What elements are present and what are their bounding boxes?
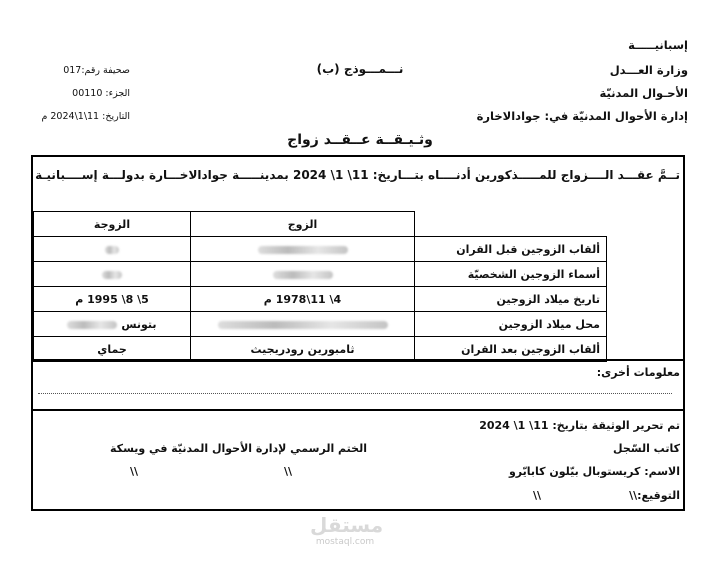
husband-surname-after: ثامبورين رودريجيث [191, 337, 415, 362]
wife-surname-before [34, 237, 191, 262]
seal-mark-left: \\ [130, 465, 139, 478]
table-row [34, 287, 607, 312]
spouses-table [33, 211, 607, 362]
civil-status-label: الأحـوال المدنيّة [599, 86, 688, 100]
wife-surname-after: جماي [34, 337, 191, 362]
husband-birth-date: 4\ 11\1978 م [191, 287, 415, 312]
divider [33, 409, 683, 411]
ministry-name: وزارة العـــدل [609, 63, 688, 77]
registrar-label: كاتب السّجل [613, 442, 680, 455]
wife-birth-date: 5\ 8\ 1995 م [34, 287, 191, 312]
part-number: الجزء: 00110 [72, 88, 130, 99]
table-row [34, 312, 607, 337]
wife-column-header: الزوجة [34, 212, 191, 237]
watermark-site: mostaql.com [315, 537, 375, 547]
table-row [34, 337, 607, 362]
document-title: وثـيـقــة عــقــد زواج [287, 132, 433, 148]
husband-birth-place [191, 312, 415, 337]
divider [33, 359, 683, 361]
administration-label: إدارة الأحوال المدنيّة في: جوادالاخارة [476, 109, 688, 123]
other-info-label: معلومات أخرى: [596, 366, 680, 379]
watermark-logo [310, 513, 384, 547]
header-date: التاريخ: 11\1\2024 م [41, 111, 130, 122]
page-number: صحيفة رقم:017 [63, 65, 130, 76]
wife-first-name [34, 262, 191, 287]
husband-surname-before [191, 237, 415, 262]
wife-birth-country: بتونس [121, 317, 157, 331]
row-label: تاريخ ميلاد الزوجين [415, 287, 607, 312]
row-label: أسماء الزوجين الشخصيّة [415, 262, 607, 287]
table-row [34, 262, 607, 287]
row-label: ألقاب الزوجين بعد القران [415, 337, 607, 362]
signature-label: التوقيع:\\ [629, 489, 680, 502]
husband-first-name [191, 262, 415, 287]
signature-mark: \\ [533, 489, 542, 502]
row-label: ألقاب الزوجين قبل القران [415, 237, 607, 262]
marriage-statement: تــمَّ عقـــد الــــزواج للمـــــذكورين أدنــــاه بتـــاريخ: 11\ 1\ 2024 بمدينـــــة جوادالاخـــارة بدولـــة إســــبانيـة [35, 168, 680, 182]
country-name: إسبانيـــــة [628, 38, 688, 52]
row-label: محل ميلاد الزوجين [415, 312, 607, 337]
issue-date: تم تحرير الوثيقة بتاريخ: 11\ 1\ 2024 [479, 419, 680, 432]
header-spacer [415, 212, 607, 237]
official-seal-label: الختم الرسمي لإدارة الأحوال المدنيّة في ويسكة [110, 442, 368, 455]
form-label: نـــمـــوذج (ب) [316, 62, 404, 76]
seal-mark-center: \\ [284, 465, 293, 478]
watermark-logo-text: مستقل [310, 513, 384, 537]
table-row [34, 237, 607, 262]
registrar-name: الاسم: كريستوبال بيّلون كابايّرو [508, 465, 680, 478]
husband-column-header: الزوج [191, 212, 415, 237]
wife-birth-place [34, 312, 191, 337]
table-header-row [34, 212, 607, 237]
other-info-dotted-line [38, 393, 672, 394]
